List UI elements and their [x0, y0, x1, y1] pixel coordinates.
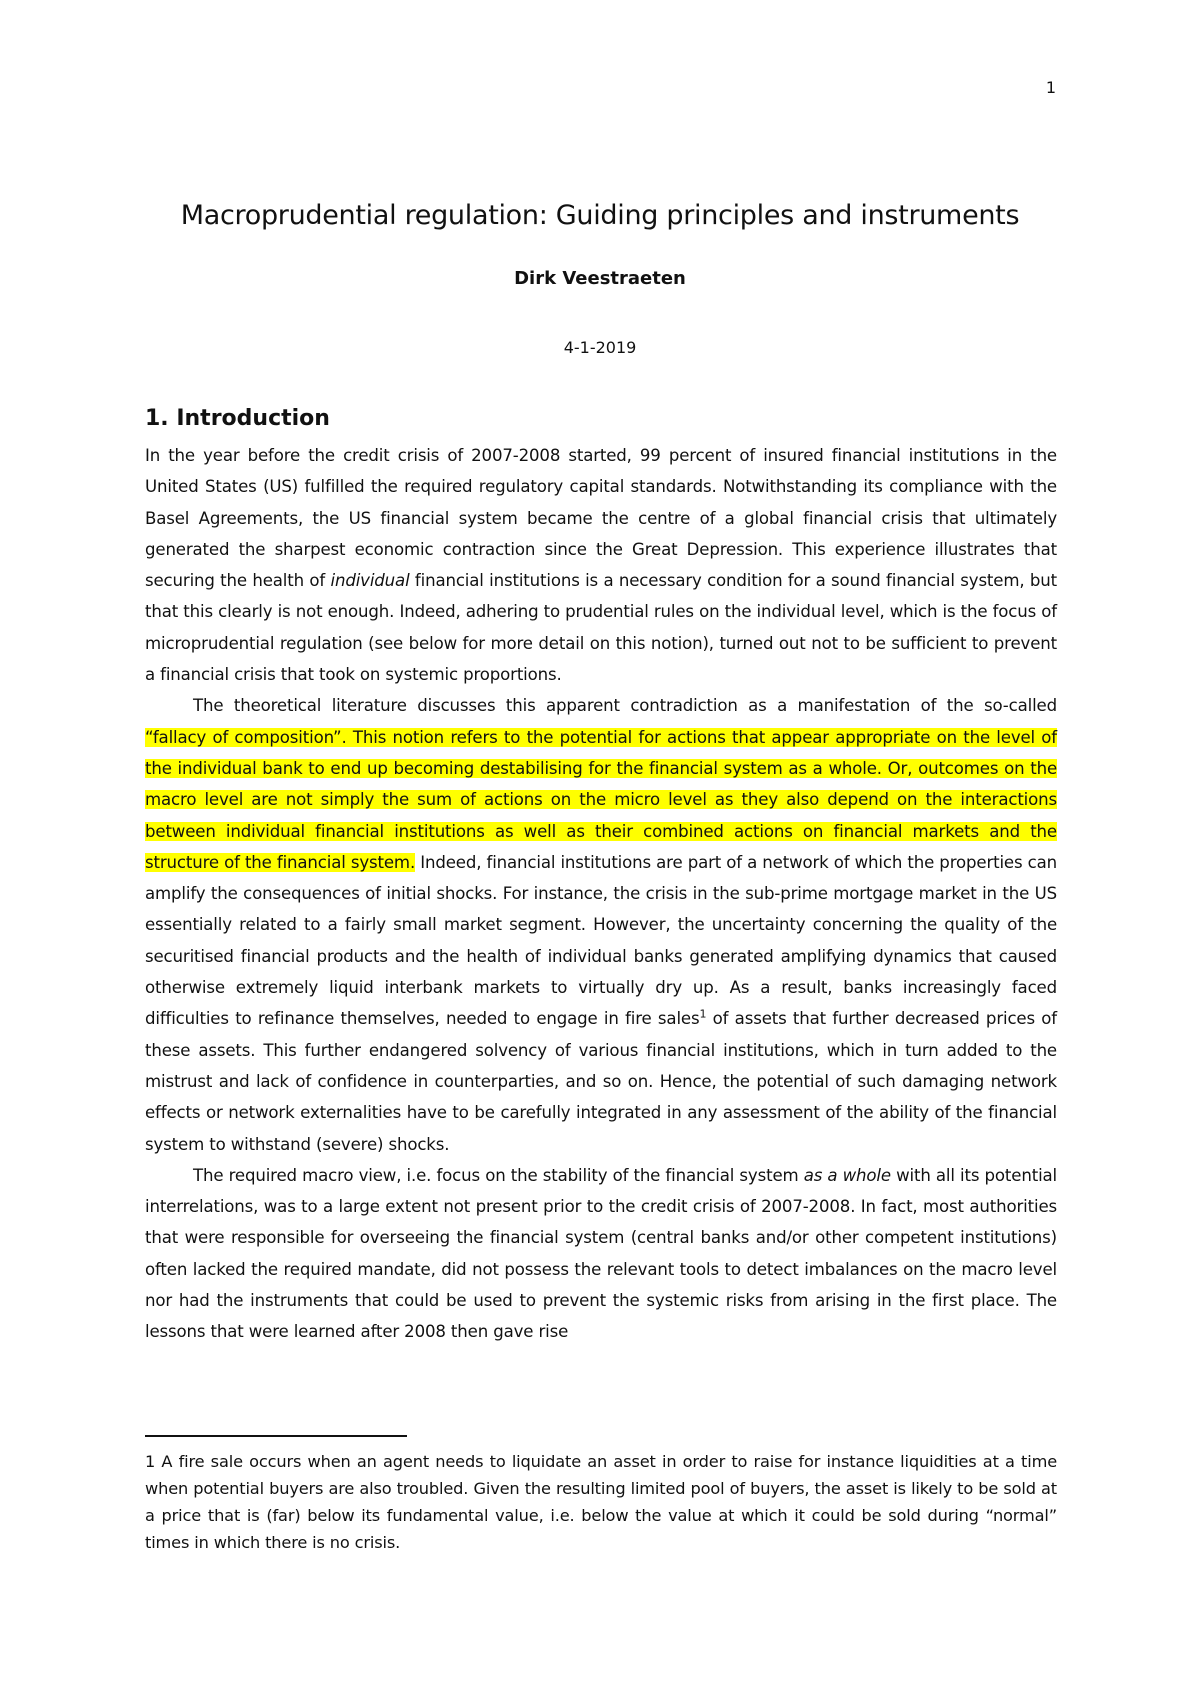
paragraph-2-text-mid: Indeed, financial institutions are part of a network of which the properties can amplify the consequences of initial shocks. For instance, the crisis in the sub-prime mortgage market in the US essentially related to a fairly small market segment. However, the uncertainty concerning the quality of the securitised financial products and the health of individual banks generated amplifying dynamics that caused otherwise extremely liquid interbank markets to virtually dry up. As a result, banks increasingly faced difficulties to refinance themselves, needed to engage in fire sales — [145, 852, 1057, 1029]
section-heading-introduction: 1. Introduction — [145, 406, 330, 431]
document-title: Macroprudential regulation: Guiding principles and instruments — [180, 200, 1020, 231]
highlighted-passage: “fallacy of composition”. This notion refers to the potential for actions that appear appropriate on the level of the individual bank to end up becoming destabilising for the financial system as a whole. Or, outcomes on the macro level are not simply the sum of actions on the micro level as they also depend on the interactions between individual financial institutions as well as their combined actions on financial markets and the structure of the financial system. — [145, 727, 1057, 872]
paragraph-3 — [145, 1160, 1057, 1348]
paragraph-1 — [145, 440, 1057, 690]
footnote-reference[interactable]: 1 — [699, 1007, 707, 1021]
document-date: 4-1-2019 — [563, 338, 637, 357]
footnote-separator — [145, 1435, 407, 1437]
paragraph-3-italic: as a whole — [803, 1165, 891, 1185]
paragraph-2-text-end: of assets that further decreased prices of these assets. This further endangered solvency of various financial institutions, which in turn added to the mistrust and lack of confidence in counterparties, and so on. Hence, the potential of such damaging network effects or network externalities have to be carefully integrated in any assessment of the ability of the financial system to withstand (severe) shocks. — [145, 1009, 1058, 1154]
paragraph-1-italic: individual — [330, 571, 410, 591]
document-body — [145, 404, 1057, 1348]
footnote-1: 1 A fire sale occurs when an agent needs to liquidate an asset in order to raise for instance liquidities at a time when potential buyers are also troubled. Given the resulting limited pool of buyers, the asset is likely to be sold at a price that is (far) below its fundamental value, i.e. below the value at which it could be sold during “normal” times in which there is no crisis. — [145, 1452, 1057, 1552]
paragraph-3-text-start: The required macro view, i.e. focus on the stability of the financial system — [193, 1165, 804, 1185]
paragraph-1-text: In the year before the credit crisis of 2007-2008 started, 99 percent of insured financial institutions in the United States (US) fulfilled the required regulatory capital standards. Notwithstanding its compliance with the Basel Agreements, the US financial system became the centre of a global financial crisis that ultimately generated the sharpest economic contraction since the Great Depression. This experience illustrates that securing the health of — [145, 446, 1057, 591]
author-name: Dirk Veestraeten — [514, 268, 686, 289]
paragraph-1-text-end: financial institutions is a necessary condition for a sound financial system, but that this clearly is not enough. Indeed, adhering to prudential rules on the individual level, which is the focus of microprudential regulation (see below for more detail on this notion), turned out not to be sufficient to prevent a financial crisis that took on systemic proportions. — [145, 571, 1057, 685]
paragraph-2 — [145, 690, 1057, 1159]
paragraph-3-text-end: with all its potential interrelations, was to a large extent not present prior to the credit crisis of 2007-2008. In fact, most authorities that were responsible for overseeing the financial system (central banks and/or other competent institutions) often lacked the required mandate, did not possess the relevant tools to detect imbalances on the macro level nor had the instruments that could be used to prevent the systemic risks from arising in the first place. The lessons that were learned after 2008 then gave rise — [145, 1165, 1058, 1342]
paragraph-2-text-start: The theoretical literature discusses this apparent contradiction as a manifestation of the so-called — [193, 696, 1057, 716]
page-number: 1 — [1045, 78, 1056, 97]
